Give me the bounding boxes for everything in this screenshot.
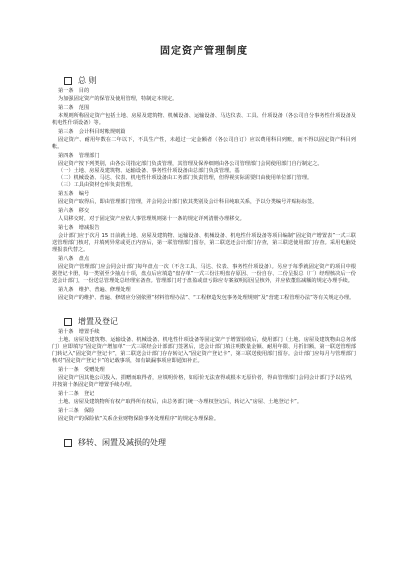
- checkbox-icon: [64, 318, 72, 326]
- section-heading: [64, 316, 356, 327]
- checkbox-icon: [64, 439, 72, 447]
- article-paragraph: （三）工具由资材仓库负责管理。: [58, 182, 136, 188]
- article-heading: 第十一条 受赠处理: [58, 367, 105, 373]
- article-paragraph: 会计部门应于次月 15 日前就土地、房屋及建筑物、运输设备、机械设备、机电性什项设备等项目编制“固定资产增置表”一式三联送管理部门核对，并填列异常或更正内容后，第一联管理部门留存，第二联送还会计部门存查，第三联送使用部门存查。采用电脑处理报表代替之。: [52, 233, 356, 253]
- article-paragraph: 固定资产的保险依“关系企业财物保险事务处理程序”的规定办理保险。: [58, 416, 220, 422]
- article-paragraph: 土地、房屋及建筑物所有权产取得所有权后，由总务部门统一办理权登记后，转记入“房屋、土地登记卡”。: [58, 399, 303, 405]
- section-heading: [64, 75, 356, 86]
- article-heading: 第十三条 保险: [58, 408, 95, 414]
- article-heading: 第七条 增减报告: [58, 225, 100, 231]
- article-paragraph: 固定资产、耐用年数在二年以下，不具生产性，未超过一定金额者（各公司自订）应以费用科目列账，而不得以固定资产科目列帐。: [52, 137, 356, 150]
- article-heading: 第四条 管理部门: [58, 153, 100, 159]
- article-paragraph: 固定资产因其他公司投入、捐赠而取得者，应填明价格，如原价无法查得或根本无原价者，得由管理部门会同会计部门予以估列，并按第十条固定资产增置手续办理。: [52, 375, 356, 388]
- article-paragraph: 固定资产取得后，即由管理部门管理，并会同会计部门依其类别及会计科目纯取关系，予以分类编号并贴标标签。: [58, 199, 318, 205]
- article-heading: 第一条 目的: [58, 88, 90, 94]
- section-heading-text: 移转、闲置及减损的处理: [78, 438, 166, 447]
- section-heading-text: 总 则: [78, 76, 97, 85]
- article-paragraph: （二）机械设备、马达、仪表、机电性什项设备由工务部门负责管理，但得视实际需要归由使用单位部门管理。: [58, 175, 313, 181]
- article-paragraph: 固定资产的维护、普遍、修缮应分别依照“材料管理办法”、“工程修造发包事务处理规则”及“营建工程管理办法”等有关规定办理。: [58, 295, 355, 301]
- section-gap: [52, 302, 356, 310]
- article-heading: 第六条 移交: [58, 208, 90, 214]
- article-paragraph: 本规则所称固定资产包括土地、房屋及建筑物、机械设备、运输设备、马达仪表、工具、什项设备（各公司自分事务性什项设备及机电性什项设备）等。: [52, 113, 356, 126]
- document-title: 固定资产管理制度: [160, 46, 248, 57]
- article-heading: 第十条 增置手续: [58, 329, 100, 335]
- article-paragraph: 固定资产管理部门应会同会计部门每年盘点一次（不含工具、马达、仪表、事务性什项设备）。另应于每季就固定资产的项目中根据登记卡册，每一类别至少抽点十项，盘点后应填造“盘存单”一式三份注明盘存原因、一份自存、二份呈报总（厂）经理核决后一份送会计部门，一份送总管理处总经理室备查。管理部门对于盘盈或盘亏除应专案叙明原因呈核外，并应依董监减额的规定办理手续。: [52, 264, 356, 284]
- section-heading-text: 增置及登记: [78, 317, 118, 326]
- article-paragraph: 固定资产按下列类别，由各公司指定部门负责管理，其管理及保养细则由各公司管理部门会同使用部门自行制定之。: [58, 161, 323, 167]
- section-heading: [64, 437, 356, 448]
- article-heading: 第五条 编号: [58, 191, 90, 197]
- article-paragraph: 人员移交时，对于固定资产应依人事管理规则第十一条的规定详列清册办理移交。: [58, 216, 245, 222]
- article-heading: 第十二条 登记: [58, 391, 95, 397]
- section-gap: [52, 423, 356, 431]
- article-paragraph: 为加强固定资产的保管及使用管理，特制定本规定。: [58, 96, 178, 102]
- article-heading: 第二条 范围: [58, 105, 90, 111]
- article-paragraph: 土地、房屋及建筑物、运输设备、机械设备、机电性什项设备等固定资产于增置验收后，使用部门（土地、房屋及建筑物由总务部门）应即填写“固定资产增加单”一式三联经会计部部门签署后，送会计部门填注明数量金额、耐用年限、月折旧额，第一联送管理部门转记入“固定资产登记卡”，第二联送会计部门存存转记入“固定资产登记卡”，第三联送使用部门留存。会计部门应每月与管理部门核对“固定资产登记卡”的记载事项，如有缺漏事项应即通知补正。: [52, 337, 356, 364]
- article-heading: 第三条 会计科目时帐规则篇: [58, 129, 126, 135]
- article-heading: 第八条 盘点: [58, 256, 90, 262]
- checkbox-icon: [64, 77, 72, 85]
- article-paragraph: （一）土地、房屋及建筑物、运输设备、事务性什项设备由总部门负责管理。基: [58, 168, 240, 174]
- document-body: [52, 75, 356, 448]
- article-heading: 第九条 维护、普遍、修理处理: [58, 287, 131, 293]
